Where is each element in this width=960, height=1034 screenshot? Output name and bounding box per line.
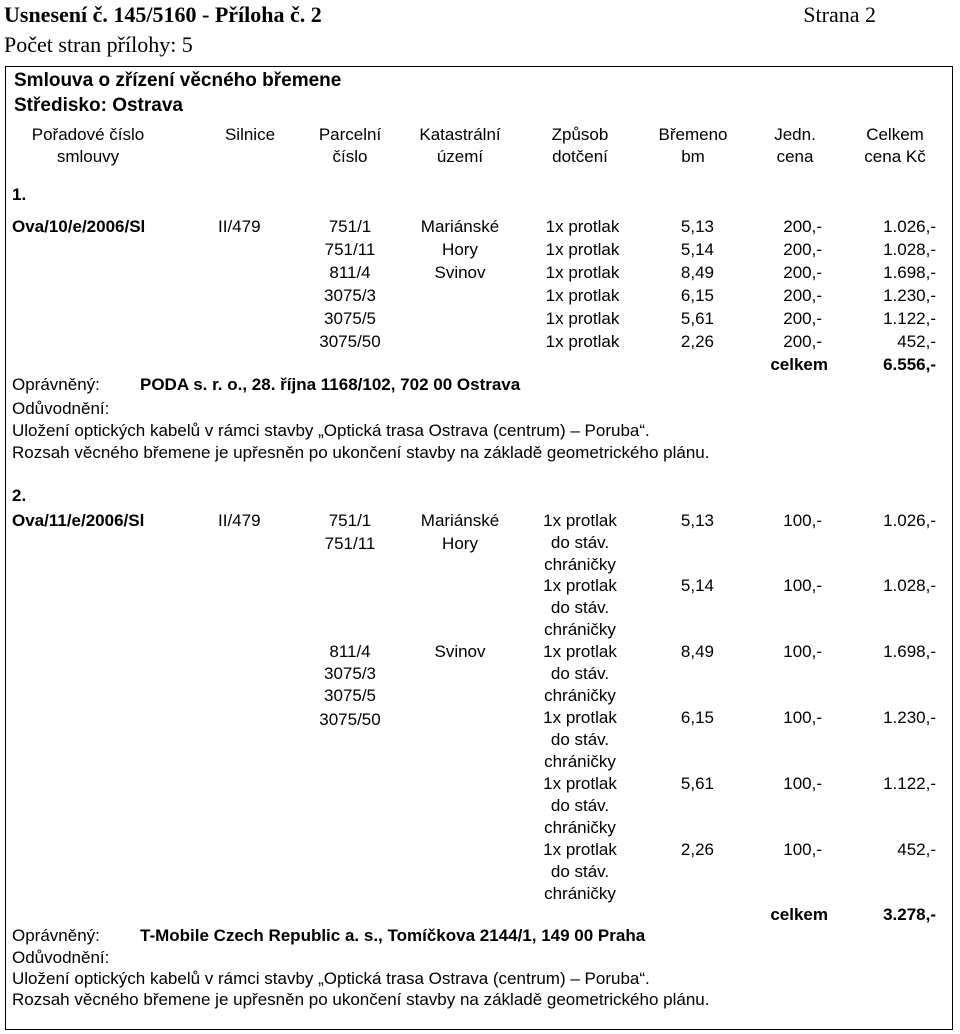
section-number: 2. xyxy=(12,486,27,505)
doc-center: Středisko: Ostrava xyxy=(14,95,183,116)
total-price: 452,- xyxy=(897,332,936,351)
doc-title: Smlouva o zřízení věcného břemene xyxy=(14,70,342,91)
col-total-2: cena Kč xyxy=(864,147,926,166)
section-number: 1. xyxy=(12,185,27,204)
col-cadastral: Katastrální xyxy=(419,125,501,144)
reason-label: Odůvodnění: xyxy=(12,399,110,418)
col-method: Způsob xyxy=(551,125,609,144)
method: 1x protlak xyxy=(543,708,617,727)
easement-length: 5,61 xyxy=(680,309,714,328)
method: do stáv. xyxy=(550,862,610,881)
method: chráničky xyxy=(544,818,616,837)
unit-price: 200,- xyxy=(783,332,822,351)
col-order-number: Pořadové číslo xyxy=(31,125,145,144)
sum-value: 6.556,- xyxy=(883,355,936,374)
cadastral-area: Mariánské xyxy=(420,511,500,530)
method: do stáv. xyxy=(550,796,610,815)
parcel-number: 3075/5 xyxy=(324,686,376,705)
method: 1x protlak xyxy=(545,263,620,282)
col-easement: Břemeno xyxy=(658,125,728,144)
col-method-2: dotčení xyxy=(552,147,608,166)
reason-text: Uložení optických kabelů v rámci stavby „Optická trasa Ostrava (centrum) – Poruba“. xyxy=(12,969,650,988)
total-price: 1.026,- xyxy=(883,217,936,236)
method: chráničky xyxy=(544,686,616,705)
reason-text: Rozsah věcného břemene je upřesněn po ukončení stavby na základě geometrického plánu. xyxy=(12,990,710,1009)
unit-price: 100,- xyxy=(783,774,822,793)
easement-length: 5,61 xyxy=(680,774,714,793)
unit-price: 100,- xyxy=(783,708,822,727)
sum-label: celkem xyxy=(770,905,828,924)
method: do stáv. xyxy=(550,598,610,617)
col-parcel-2: číslo xyxy=(332,147,368,166)
parcel-number: 811/4 xyxy=(329,642,371,661)
method: 1x protlak xyxy=(543,511,617,530)
parcel-number: 3075/50 xyxy=(319,710,381,729)
parcel-number: 3075/3 xyxy=(324,286,376,305)
method: do stáv. xyxy=(550,664,610,683)
unit-price: 100,- xyxy=(783,840,822,859)
cadastral-area: Mariánské xyxy=(420,217,500,236)
col-order-number-2: smlouvy xyxy=(56,147,120,166)
parcel-number: 751/1 xyxy=(328,511,372,530)
page-number: Strana 2 xyxy=(803,2,876,27)
total-price: 1.698,- xyxy=(883,642,936,661)
col-road: Silnice xyxy=(224,125,276,144)
reason-text: Rozsah věcného břemene je upřesněn po ukončení stavby na základě geometrického plánu. xyxy=(12,443,710,462)
total-price: 1.028,- xyxy=(883,240,936,259)
easement-length: 6,15 xyxy=(680,708,714,727)
unit-price: 100,- xyxy=(783,511,822,530)
col-cadastral-2: území xyxy=(436,147,484,166)
cadastral-area: Svinov xyxy=(434,642,486,661)
parcel-number: 751/1 xyxy=(328,217,372,236)
entitled-label: Oprávněný: xyxy=(12,375,100,394)
method: 1x protlak xyxy=(545,286,620,305)
col-parcel: Parcelní xyxy=(318,125,382,144)
entitled-party: T-Mobile Czech Republic a. s., Tomíčkova 2144/1, 149 00 Praha xyxy=(140,926,646,945)
total-price: 1.122,- xyxy=(883,774,936,793)
easement-length: 6,15 xyxy=(680,286,714,305)
unit-price: 200,- xyxy=(783,309,822,328)
parcel-number: 3075/5 xyxy=(324,309,376,328)
road-number: II/479 xyxy=(218,217,261,236)
easement-length: 2,26 xyxy=(680,840,714,859)
easement-length: 5,13 xyxy=(680,217,714,236)
unit-price: 200,- xyxy=(783,240,822,259)
cadastral-area: Hory xyxy=(442,240,478,259)
easement-length: 8,49 xyxy=(680,263,714,282)
entitled-label: Oprávněný: xyxy=(12,926,100,945)
col-unit-price-2: cena xyxy=(776,147,814,166)
unit-price: 200,- xyxy=(783,217,822,236)
contract-number: Ova/10/e/2006/Sl xyxy=(12,217,146,236)
method: do stáv. xyxy=(550,730,610,749)
method: 1x protlak xyxy=(545,332,620,351)
reason-label: Odůvodnění: xyxy=(12,948,110,967)
easement-length: 8,49 xyxy=(680,642,714,661)
method: chráničky xyxy=(544,884,616,903)
col-unit-price: Jedn. xyxy=(774,125,816,144)
parcel-number: 811/4 xyxy=(329,263,371,282)
method: 1x protlak xyxy=(545,309,620,328)
easement-length: 5,13 xyxy=(680,511,714,530)
total-price: 1.026,- xyxy=(883,511,936,530)
method: 1x protlak xyxy=(545,240,620,259)
sum-label: celkem xyxy=(770,355,828,374)
method: chráničky xyxy=(544,752,616,771)
road-number: II/479 xyxy=(218,511,261,530)
method: 1x protlak xyxy=(543,840,617,859)
sum-value: 3.278,- xyxy=(883,905,936,924)
total-price: 1.028,- xyxy=(883,576,936,595)
method: 1x protlak xyxy=(543,642,617,661)
total-price: 1.122,- xyxy=(883,309,936,328)
method: 1x protlak xyxy=(543,576,617,595)
total-price: 1.698,- xyxy=(883,263,936,282)
easement-length: 5,14 xyxy=(680,576,714,595)
page-title: Usnesení č. 145/5160 - Příloha č. 2 xyxy=(4,2,322,27)
easement-length: 2,26 xyxy=(680,332,714,351)
method: chráničky xyxy=(544,620,616,639)
method: 1x protlak xyxy=(545,217,620,236)
parcel-number: 751/11 xyxy=(324,240,376,259)
method: chráničky xyxy=(544,555,616,574)
total-price: 1.230,- xyxy=(883,708,936,727)
cadastral-area: Hory xyxy=(442,534,478,553)
col-easement-2: bm xyxy=(681,147,705,166)
col-total: Celkem xyxy=(866,125,924,144)
unit-price: 100,- xyxy=(783,642,822,661)
total-price: 1.230,- xyxy=(883,286,936,305)
unit-price: 200,- xyxy=(783,263,822,282)
cadastral-area: Svinov xyxy=(434,263,486,282)
method: 1x protlak xyxy=(543,774,617,793)
total-price: 452,- xyxy=(897,840,936,859)
unit-price: 100,- xyxy=(783,576,822,595)
entitled-party: PODA s. r. o., 28. října 1168/102, 702 00 Ostrava xyxy=(140,375,521,394)
unit-price: 200,- xyxy=(783,286,822,305)
parcel-number: 3075/50 xyxy=(319,332,381,351)
method: do stáv. xyxy=(550,533,610,552)
parcel-number: 3075/3 xyxy=(324,664,376,683)
contract-number: Ova/11/e/2006/Sl xyxy=(12,511,145,530)
easement-length: 5,14 xyxy=(680,240,714,259)
parcel-number: 751/11 xyxy=(324,534,376,553)
reason-text: Uložení optických kabelů v rámci stavby „Optická trasa Ostrava (centrum) – Poruba“. xyxy=(12,421,650,440)
page-count: Počet stran přílohy: 5 xyxy=(4,32,193,57)
